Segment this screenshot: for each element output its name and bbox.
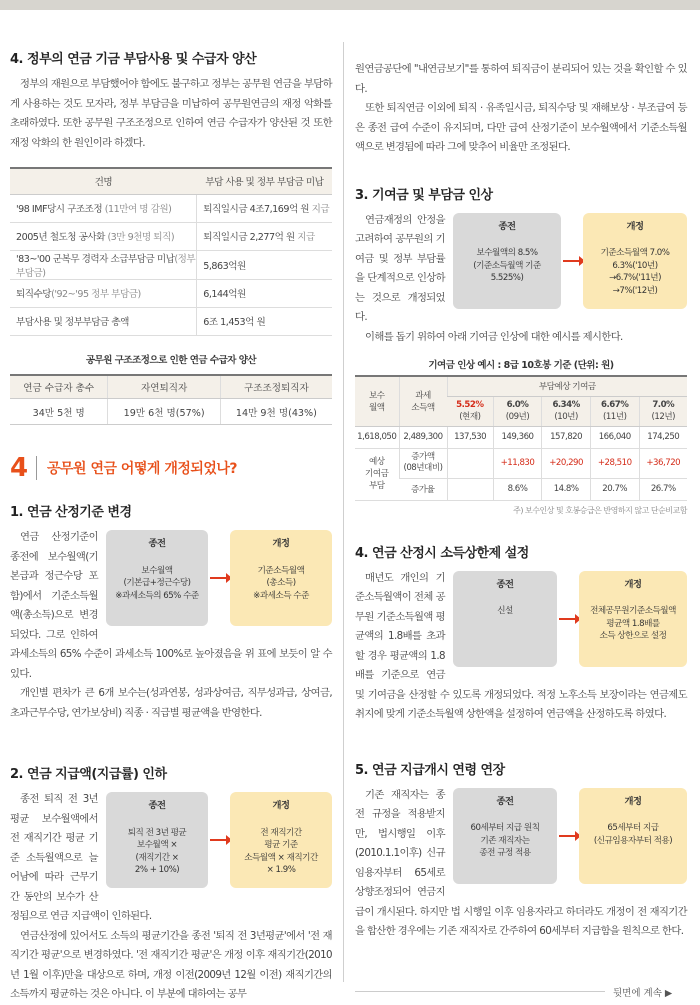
table-cell: 14만 9천 명(43%) [220,399,332,425]
paragraph: 개인별 편차가 큰 6개 보수는(성과연봉, 성과상여금, 직무성과급, 상여금, 초과근무수당, 연가보상비) 직종 · 직급별 평균액을 반영한다. [10,687,332,719]
table-cell: 137,530 [447,426,493,448]
chapter-title: 공무원 연금 어떻게 개정되었나? [47,461,238,477]
chapter-number: 4 [10,453,29,483]
paragraph: 원연금공단에 "내연금보기"를 통하여 퇴직금이 분리되어 있는 것을 확인할 수 있다. [355,63,687,95]
paragraph: 연금 산정기준이 종전에 보수월액(기본급과 정근수당 포함)에서 기준소득월액(총소득)으로 변경되었다. 그로 인하여 과세소득의 65% 수준이 과세소득 100%로 높아졌음을 위 표에 보듯이 알 수 있다. [10,531,332,680]
table-cell: 174,250 [639,426,687,448]
paragraph: 기존 재직자는 종전 규정을 적용받지만, 법시행일 이후(2010.1.1이후) 신규 임용자부터 65세로 상향조정되어 연금지급이 개시된다. 하지만 법 시행일 이후 임용자라고 하더라도 개정이 전 재직기간을 합산한 경우에는 기존 재직자로 간주하여 60세부터 지급함을 원칙으로 한다. [355,788,687,937]
table-row [355,448,687,478]
table-cell: 퇴직수당('92~'95 정부 부담금) [10,279,197,307]
table-cell: +11,830 [493,448,542,478]
table-cell: 149,360 [493,426,542,448]
arrow-icon [559,618,577,620]
table-header: 자연퇴직자 [108,375,220,399]
section-title: 5. 연금 지급개시 연령 연장 [355,762,505,778]
table-cell: 8.6% [493,478,542,500]
table-cell: 6,144억원 [197,279,332,307]
footer-rule [355,991,605,992]
before-box: 종전 신설 [453,571,557,667]
continue-link[interactable]: 뒷면에 계속 ▶ [613,988,673,999]
before-box: 종전 퇴직 전 3년 평균 보수월액 × (재직기간 × 2% + 10%) [106,792,208,888]
after-box: 개정 기준소득월액 (총소득) ※과세소득 수준 [230,530,332,626]
table-cell [447,478,493,500]
table-header: 6.0% (09년) [493,396,542,426]
table-cell: 19만 6천 명(57%) [108,399,220,425]
table-cell: +20,290 [542,448,591,478]
table-cell: 5,863억원 [197,250,332,279]
table-cell: 퇴직일시금 4조7,169억 원 지급 [197,194,332,222]
section-title: 4. 연금 산정시 소득상한제 설정 [355,545,529,561]
table-cell: 157,820 [542,426,591,448]
table-cell: 증가액 (08년대비) [399,448,447,478]
paragraph: 이해를 돕기 위하여 아래 기여금 인상에 대한 예시를 제시한다. [365,330,623,343]
table-cell [447,448,493,478]
table-header: 5.52% (현재) [447,396,493,426]
paragraph-text: 정부의 재원으로 부담했어야 함에도 불구하고 정부는 공무원 연금을 부담하게 사용하는 것도 모자라, 정부 부담금을 미납하여 공무원연금의 재정 악화를 초래하였다. 또한 공무원 구조조정으로 인하여 연금 수급자가 양산된 것 또한 재정 악화의 한 원인이라 하겠다. [10,78,332,149]
after-box: 개정 전 재직기간 평균 기준 소득월액 × 재직기간 × 1.9% [230,792,332,888]
table-cell: 26.7% [639,478,687,500]
table-title: 공무원 구조조정으로 인한 연금 수급자 양산 [85,354,257,366]
arrow-icon [559,835,577,837]
table-cell: '98 IMF당시 구조조정 (11만여 명 감원) [10,194,197,222]
right-column [355,60,687,942]
section-title: 2. 연금 지급액(지급률) 인하 [10,767,167,782]
table-cell: 퇴직일시금 2,277억 원 지급 [197,222,332,250]
table-note: 주) 보수인상 및 호봉승급은 반영하지 않고 단순비교함 [513,505,687,515]
table-cell: 14.8% [542,478,591,500]
table-cell: 2,489,300 [399,426,447,448]
table-cell: '83~'00 군복무 경력자 소급부담금 미납(정부부담금) [10,250,197,279]
table-cell: 2005년 철도청 공사화 (3만 9천명 퇴직) [10,222,197,250]
arrow-icon [563,260,581,262]
comparison-diagram [453,788,687,884]
table-header: 과세 소득액 [399,376,447,426]
contribution-table [355,375,687,501]
after-box: 개정 기준소득월액 7.0% 6.3%('10년) →6.7%('11년) →7%('12년) [583,213,687,309]
table-cell: 20.7% [590,478,639,500]
table-cell: 166,040 [590,426,639,448]
section-title: 4. 정부의 연금 기금 부담사용 및 수급자 양산 [10,52,257,67]
table-cell: 예상 기여금 부담 [355,448,399,500]
table-row [355,426,687,448]
table-row [10,250,332,279]
paragraph: 매년도 개인의 기준소득월액이 전체 공무원 기준소득월액 평균액의 1.8배를 초과할 경우 평균액의 1.8배를 기준으로 연금 및 기여금을 산정할 수 있도록 개정되었다. 적정 노후소득 보장이라는 연금제도 취지에 맞게 기준소득월액 상한액을 설정하여 연금액을 산정하도록 하였다. [355,571,687,720]
top-band [0,0,700,10]
after-box: 개정 전체공무원기준소득월액 평균액 1.8배를 소득 상한으로 설정 [579,571,687,667]
table-cell: 부담사용 및 정부부담금 총액 [10,307,197,335]
paragraph: 종전 퇴직 전 3년 평균 보수월액에서 전 재직기간 평균 기준 소득월액으로 늘어남에 따라 근무기간 동안의 보수가 산정됨으로 연금 지급액이 인하된다. [10,793,152,922]
table-header: 연금 수급자 총수 [10,375,108,399]
before-box: 종전 60세부터 지급 원칙 기존 재직자는 종전 규정 적용 [453,788,557,884]
section-title: 3. 기여금 및 부담금 인상 [355,187,493,203]
table-header: 건명 [10,168,197,194]
table-cell: 6조 1,453억 원 [197,307,332,335]
table-row [10,399,332,425]
paragraph: 연금산정에 있어서도 소득의 평균기간을 종전 '퇴직 전 3년평균'에서 '전 재직기간 평균'으로 변경하였다. '전 재직기간 평균'은 개정 이후 재직기간(2010년 1월 이후)만을 대상으로 하며, 개정 이전(2009년 12월 이전) 재직기간의 소득까지 평균하는 것은 아니다. 이 부분에 대하여는 공무 [10,929,332,1000]
comparison-diagram [453,213,687,309]
burden-table [10,167,332,336]
table-header: 보수 월액 [355,376,399,426]
table-header: 구조조정퇴직자 [220,375,332,399]
table-cell: 34만 5천 명 [10,399,108,425]
table-header: 7.0% (12년) [639,396,687,426]
table-row [355,478,687,500]
paragraph: 또한 퇴직연금 이외에 퇴직 · 유족일시금, 퇴직수당 및 재해보상 · 부조급여 등은 종전 급여 수준이 유지되며, 다만 급여 산정기준이 보수월액에서 기준소득월액으로 변경됨에 따라 그에 맞추어 비율만 조정된다. [355,102,687,153]
table-cell: 증가율 [399,478,447,500]
arrow-icon [210,839,228,841]
table-row [10,194,332,222]
after-box: 개정 65세부터 지급 (신규임용자부터 적용) [579,788,687,884]
table-cell: +28,510 [590,448,639,478]
table-cell: +36,720 [639,448,687,478]
chapter-divider [36,456,37,480]
recipient-table [10,374,332,426]
table-cell: 1,618,050 [355,426,399,448]
comparison-diagram [453,571,687,667]
arrow-icon [210,577,228,579]
table-header: 부담예상 기여금 [447,376,687,396]
table-header: 6.67% (11년) [590,396,639,426]
column-divider [343,42,344,982]
paragraph: 연금재정의 안정을 고려하여 공무원의 기여금 및 정부 부담률을 단계적으로 인상하는 것으로 개정되었다. [355,213,445,323]
comparison-diagram [106,530,332,626]
table-header: 6.34% (10년) [542,396,591,426]
table-row [10,279,332,307]
table-row [10,307,332,335]
before-box: 종전 보수월액 (기본급+정근수당) ※과세소득의 65% 수준 [106,530,208,626]
table-title: 기여금 인상 예시 : 8급 10호봉 기준 (단위: 원) [428,360,614,371]
comparison-diagram [106,792,332,888]
table-header: 부담 사용 및 정부 부담금 미납 [197,168,332,194]
left-column [10,48,332,1005]
table-row [10,222,332,250]
chapter-heading [10,453,332,483]
paragraph [10,75,332,153]
before-box: 종전 보수월액의 8.5% (기준소득월액 기준 5.525%) [453,213,561,309]
section-title: 1. 연금 산정기준 변경 [10,505,132,520]
